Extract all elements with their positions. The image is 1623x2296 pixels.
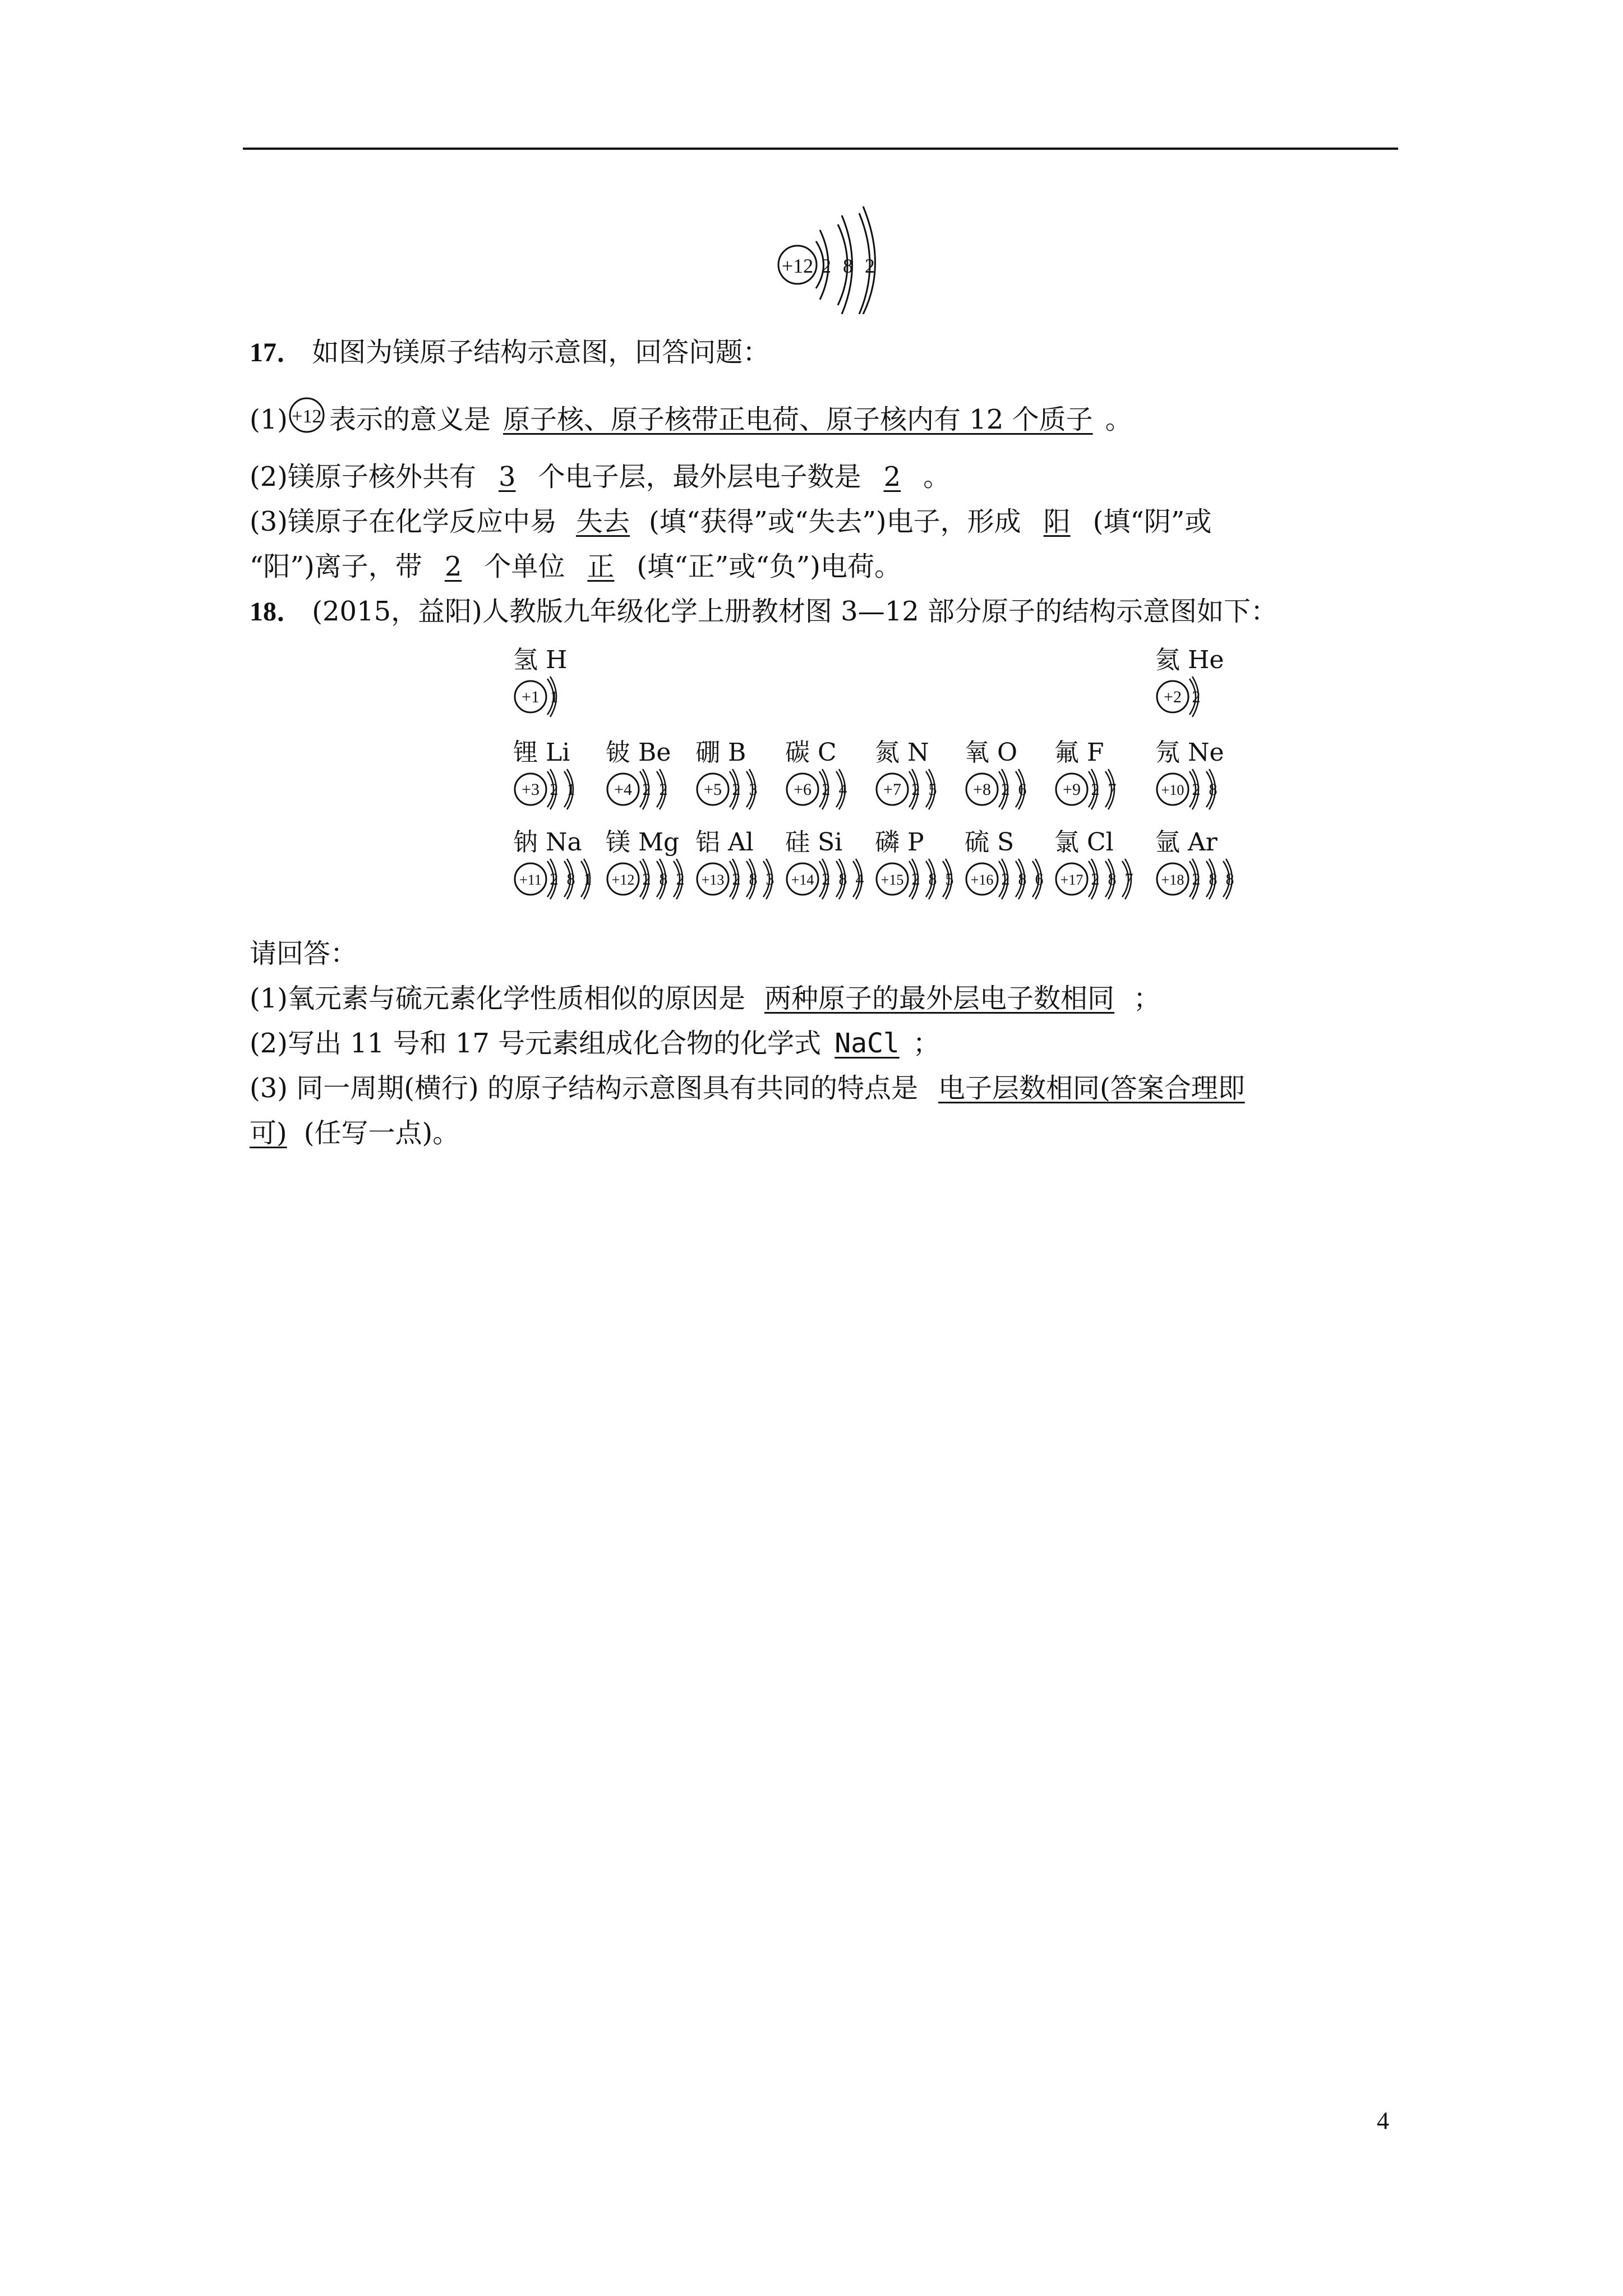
atom-label: 硼 B [695,738,746,767]
shell-electron-count: 8 [1225,870,1234,889]
atom-label: 氧 O [965,738,1018,767]
q17-p3-suffix: (填“正”或“负”)电荷。 [637,551,902,582]
shell-electron-count: 2 [911,870,920,889]
inline-nucleus-icon [288,397,329,436]
nucleus-charge: +13 [701,872,725,888]
q18-number: 18． [250,597,304,627]
atom-label: 镁 Mg [606,828,680,857]
shell-electron-count: 2 [642,780,651,799]
shell-electron-count: 8 [928,870,937,889]
q17-stem-text: 如图为镁原子结构示意图，回答问题： [312,337,770,368]
q17-p3-mid1: (填“获得”或“失去”)电子，形成 [649,506,1021,537]
nucleus-charge: +6 [794,780,811,799]
shell-electron-count: 5 [945,870,954,889]
nucleus-charge: +11 [519,872,542,888]
atom-diagram [511,767,584,812]
nucleus-charge: +4 [614,780,632,799]
atom-label: 氟 F [1054,738,1104,767]
nucleus-charge: +10 [1161,782,1184,798]
shell-electron-count: 8 [1108,870,1117,889]
atom-diagram [783,857,873,901]
atom-diagram [783,767,856,812]
nucleus-charge: +3 [522,780,540,799]
nucleus-charge: +7 [883,780,901,799]
atom-label: 氩 Ar [1155,828,1218,857]
nucleus-charge: +17 [1060,872,1083,888]
shell-electron-count: 2 [1192,870,1201,889]
q18-stem [250,589,1394,634]
q17-p3-answer1: 失去 [576,506,630,537]
nucleus-charge: +15 [880,872,904,888]
q17-p1-answer: 原子核、原子核带正电荷、原子核内有 12 个质子 [503,404,1093,435]
atom-diagram [604,857,694,901]
shell-electron-count: 3 [766,870,774,889]
atom-label: 硫 S [965,828,1015,857]
atom-diagram [511,857,601,901]
shell-electron-count: 2 [642,870,651,889]
mg-shell-3: 2 [865,255,875,277]
atom-diagram [694,767,767,812]
nucleus-charge: +1 [522,688,540,706]
atom-diagram [1053,857,1142,901]
q17-p1-suffix: 。 [1105,404,1132,435]
q18-part1 [250,976,1394,1021]
shell-electron-count: 6 [1035,870,1044,889]
q17-p3-prefix: (3)镁原子在化学反应中易 [250,506,557,537]
mg-shell-2: 8 [843,255,853,277]
q17-p2-answer1: 3 [499,461,516,493]
shell-electron-count: 2 [676,870,685,889]
q18-p2-suffix: ； [912,1028,940,1059]
shell-electron-count: 2 [1091,780,1100,799]
nucleus-charge: +18 [1161,872,1184,888]
q17-p3-mid3: 个单位 [484,551,565,582]
q17-part3-line2 [250,544,1394,589]
shell-electron-count: 2 [1192,688,1201,706]
shell-electron-count: 2 [1192,780,1201,799]
q17-p3-mid2: (填“阴”或 [1092,506,1212,537]
atom-diagram [604,767,677,812]
shell-electron-count: 3 [749,780,758,799]
shell-electron-count: 8 [1209,870,1218,889]
atom-diagram [1154,767,1227,812]
atom-label: 铍 Be [606,738,671,767]
nucleus-charge: +12 [611,872,635,888]
atom-label: 钠 Na [513,828,582,857]
q18-p3-suffix: (任写一点)。 [303,1117,460,1149]
shell-electron-count: 2 [1001,780,1010,799]
mg-shell-1: 2 [821,255,831,277]
shell-electron-count: 8 [749,870,758,889]
mg-nucleus-label: +12 [781,255,814,277]
q17-p3-answer2: 阳 [1043,506,1071,537]
atom-diagram [873,857,963,901]
atom-label: 氦 He [1155,646,1224,674]
q17-stem [250,330,1394,375]
shell-electron-count: 1 [550,688,559,706]
inline-nucleus-label: +12 [292,406,322,427]
q18-part2 [250,1021,1394,1066]
q17-p2-suffix: 。 [923,461,951,493]
atom-diagram [1053,767,1126,812]
q17-part3-line1 [250,499,1394,544]
q17-number: 17． [250,338,304,367]
atom-label: 锂 Li [513,738,570,767]
shell-electron-count: 1 [566,780,575,799]
atom-label: 铝 Al [695,828,754,857]
atom-diagram [694,857,783,901]
nucleus-charge: +9 [1063,780,1081,799]
q17-p2-mid: 个电子层，最外层电子数是 [538,461,861,493]
shell-electron-count: 2 [822,780,831,799]
q18-p1-prefix: (1)氧元素与硫元素化学性质相似的原因是 [250,983,745,1014]
shell-electron-count: 8 [659,870,668,889]
atom-diagram [1154,857,1243,901]
header-rule [243,148,1398,150]
q18-p3-answer-line1: 电子层数相同(答案合理即 [938,1073,1245,1104]
atom-label: 硅 Si [785,828,843,857]
page-number: 4 [1377,2107,1389,2134]
q17-p2-answer2: 2 [883,461,901,493]
q18-p2-answer: NaCl [834,1028,900,1059]
nucleus-charge: +5 [704,780,722,799]
q17-p3-answer3: 2 [444,551,462,582]
atom-label: 碳 C [785,738,837,767]
nucleus-charge: +8 [973,780,991,799]
shell-electron-count: 2 [911,780,920,799]
shell-electron-count: 5 [928,780,937,799]
shell-electron-count: 2 [1001,870,1010,889]
shell-electron-count: 7 [1108,780,1117,799]
q17-p2-prefix: (2)镁原子核外共有 [250,461,476,493]
q18-part3-line1 [250,1066,1394,1111]
atom-label: 氢 H [513,646,568,674]
q18-p1-answer: 两种原子的最外层电子数相同 [764,983,1115,1014]
q17-p3-line2-prefix: “阳”)离子，带 [250,551,422,582]
q18-p3-prefix: (3) 同一周期(横行) 的原子结构示意图具有共同的特点是 [250,1073,918,1104]
nucleus-charge: +2 [1164,688,1182,706]
nucleus-charge: +14 [791,872,814,888]
shell-electron-count: 4 [855,870,864,889]
atom-diagram [511,674,568,719]
atom-diagram [1154,674,1210,719]
q18-part3-line2 [250,1111,1394,1156]
shell-electron-count: 2 [822,870,831,889]
shell-electron-count: 2 [1091,870,1100,889]
q18-p2-prefix: (2)写出 11 号和 17 号元素组成化合物的化学式 [250,1028,822,1059]
q17-part2 [250,454,1394,499]
q17-part1 [250,397,1394,442]
shell-electron-count: 8 [566,870,575,889]
shell-electron-count: 2 [659,780,668,799]
shell-electron-count: 2 [732,780,741,799]
shell-electron-count: 8 [1209,780,1218,799]
shell-electron-count: 6 [1018,780,1027,799]
shell-electron-count: 8 [838,870,847,889]
shell-electron-count: 8 [1018,870,1027,889]
shell-electron-count: 2 [550,870,559,889]
shell-electron-count: 2 [732,870,741,889]
nucleus-charge: +16 [970,872,994,888]
q17-p1-mid: 表示的意义是 [329,404,491,435]
q18-p3-answer-line2: 可) [250,1117,287,1149]
q17-p3-answer4: 正 [587,551,615,582]
atom-label: 磷 P [875,828,924,857]
magnesium-atom-diagram [768,202,897,314]
shell-electron-count: 7 [1124,870,1133,889]
atom-diagram [873,767,946,812]
atom-label: 氯 Cl [1054,828,1114,857]
shell-electron-count: 4 [838,780,847,799]
shell-electron-count: 1 [583,870,592,889]
q18-prompt: 请回答： [250,938,358,969]
shell-electron-count: 2 [550,780,559,799]
q18-p1-suffix: ； [1133,983,1161,1014]
q17-p1-prefix: (1) [250,404,288,435]
atom-label: 氮 N [875,738,929,767]
atom-diagram [963,857,1053,901]
q18-stem-text: (2015，益阳)人教版九年级化学上册教材图 3—12 部分原子的结构示意图如下： [312,596,1278,627]
atom-diagram [963,767,1036,812]
atom-label: 氖 Ne [1155,738,1224,767]
